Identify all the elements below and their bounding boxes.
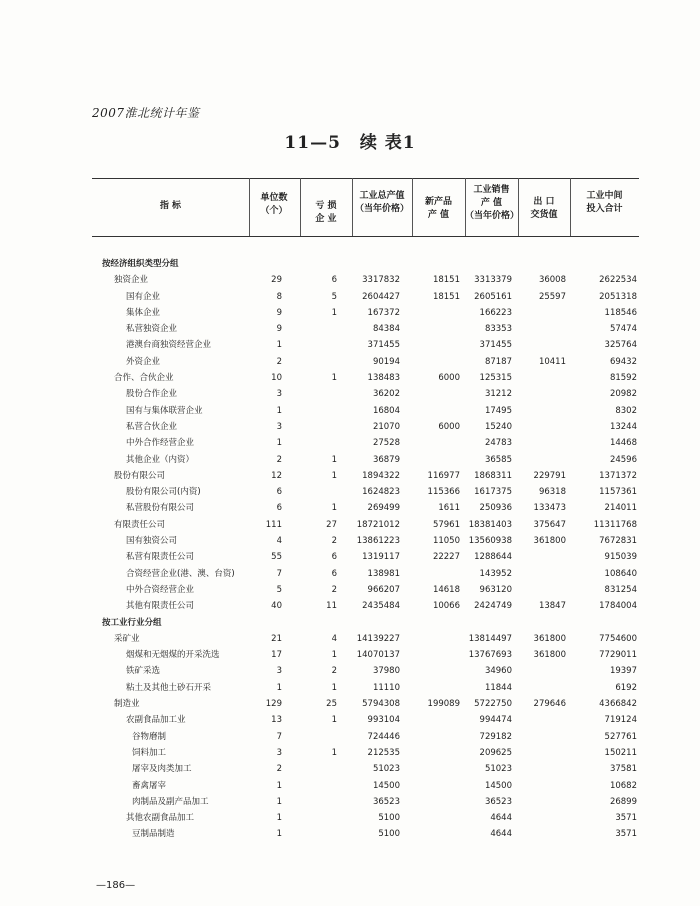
cell-sales-value: 1617375: [474, 487, 512, 498]
row-label: 私营独资企业: [126, 324, 178, 335]
header-top-rule: [92, 178, 639, 179]
cell-units: 40: [271, 601, 282, 612]
cell-sales-value: 36585: [484, 454, 512, 465]
header-export-line2: 交货值: [530, 210, 558, 220]
cell-loss-enterprises: 1: [331, 470, 337, 481]
cell-export: 375647: [533, 519, 566, 530]
cell-new-product: 18151: [432, 275, 460, 286]
cell-gross-output: 269499: [367, 503, 400, 514]
cell-units: 21: [271, 633, 282, 644]
cell-intermediate-input: 214011: [604, 503, 637, 514]
table-row: [92, 794, 639, 810]
row-label: 豆制品制造: [132, 829, 175, 840]
cell-intermediate-input: 4366842: [599, 699, 637, 710]
cell-sales-value: 143952: [479, 568, 512, 579]
row-label: 铁矿采选: [126, 666, 161, 677]
cell-sales-value: 994474: [479, 715, 512, 726]
row-label: 饲料加工: [132, 747, 167, 758]
cell-sales-value: 729182: [479, 731, 512, 742]
cell-export: 133473: [533, 503, 566, 514]
cell-sales-value: 963120: [479, 584, 512, 595]
row-label: 中外合作经营企业: [126, 438, 195, 449]
page-number: —186—: [96, 880, 136, 891]
cell-intermediate-input: 3571: [615, 829, 637, 840]
cell-intermediate-input: 108640: [604, 568, 637, 579]
table-row: [92, 696, 639, 712]
cell-units: 4: [276, 536, 282, 547]
cell-sales-value: 15240: [484, 421, 512, 432]
cell-intermediate-input: 7729011: [599, 650, 637, 661]
cell-gross-output: 27528: [372, 438, 400, 449]
header-new-product-line2: 产 值: [427, 210, 450, 220]
cell-intermediate-input: 7754600: [599, 633, 637, 644]
row-label: 按经济组织类型分组: [102, 259, 179, 269]
cell-export: 361800: [533, 650, 566, 661]
cell-intermediate-input: 69432: [609, 356, 637, 367]
header-sales-value: [465, 184, 518, 223]
cell-new-product: 115366: [427, 487, 460, 498]
row-label: 屠宰及肉类加工: [132, 764, 192, 775]
table-row: [92, 403, 639, 419]
cell-new-product: 116977: [427, 470, 460, 481]
cell-gross-output: 18721012: [356, 519, 400, 530]
table-row: [92, 468, 639, 484]
cell-gross-output: 14070137: [356, 650, 400, 661]
header-units: [249, 192, 299, 218]
cell-units: 2: [276, 356, 282, 367]
cell-intermediate-input: 81592: [609, 373, 637, 384]
cell-new-product: 11050: [432, 536, 460, 547]
cell-intermediate-input: 1371372: [599, 470, 637, 481]
cell-gross-output: 21070: [372, 421, 400, 432]
page-title: [0, 128, 700, 153]
yearbook-header: 2007淮北统计年鉴: [92, 106, 200, 120]
table-row: [92, 435, 639, 451]
cell-intermediate-input: 6192: [615, 682, 637, 693]
row-label: 中外合资经营企业: [126, 584, 195, 595]
table-row: [92, 761, 639, 777]
header-units-line2: （个）: [260, 206, 288, 216]
header-sales-line2: 产 值: [480, 198, 503, 208]
cell-intermediate-input: 150211: [604, 747, 637, 758]
cell-intermediate-input: 14468: [609, 438, 637, 449]
cell-gross-output: 1319117: [362, 552, 400, 563]
cell-units: 7: [276, 568, 282, 579]
cell-loss-enterprises: 1: [331, 373, 337, 384]
table-row: [92, 826, 639, 842]
cell-gross-output: 13861223: [356, 536, 400, 547]
table-row: [92, 305, 639, 321]
cell-sales-value: 250936: [479, 503, 512, 514]
cell-loss-enterprises: 6: [331, 552, 337, 563]
table-row: [92, 680, 639, 696]
cell-intermediate-input: 8302: [615, 405, 637, 416]
cell-gross-output: 51023: [372, 764, 400, 775]
header-export: [518, 196, 570, 222]
cell-export: 229791: [533, 470, 566, 481]
cell-units: 1: [276, 438, 282, 449]
table-row: [92, 582, 639, 598]
cell-units: 29: [271, 275, 282, 286]
cell-sales-value: 34960: [484, 666, 512, 677]
row-label: 私营有限责任公司: [126, 552, 195, 563]
table-row: [92, 631, 639, 647]
data-table-body: [92, 256, 639, 843]
cell-units: 10: [271, 373, 282, 384]
cell-gross-output: 138483: [367, 373, 400, 384]
row-label: 其他农副食品加工: [126, 813, 195, 824]
cell-sales-value: 83353: [484, 324, 512, 335]
cell-loss-enterprises: 11: [326, 601, 337, 612]
cell-intermediate-input: 57474: [609, 324, 637, 335]
cell-units: 129: [265, 699, 282, 710]
cell-intermediate-input: 2051318: [599, 291, 637, 302]
cell-gross-output: 1894322: [362, 470, 400, 481]
cell-gross-output: 966207: [367, 584, 400, 595]
cell-intermediate-input: 831254: [604, 584, 637, 595]
cell-intermediate-input: 37581: [609, 764, 637, 775]
cell-intermediate-input: 26899: [609, 796, 637, 807]
cell-sales-value: 1868311: [474, 470, 512, 481]
cell-gross-output: 84384: [372, 324, 400, 335]
cell-new-product: 57961: [432, 519, 460, 530]
cell-export: 96318: [538, 487, 566, 498]
header-bottom-rule: [92, 236, 639, 237]
cell-sales-value: 13560938: [468, 536, 512, 547]
cell-loss-enterprises: 2: [331, 666, 337, 677]
row-label: 国有与集体联营企业: [126, 405, 203, 416]
cell-sales-value: 5722750: [474, 699, 512, 710]
row-label: 烟煤和无烟煤的开采洗选: [126, 650, 220, 661]
cell-loss-enterprises: 2: [331, 536, 337, 547]
row-label: 其他有限责任公司: [126, 601, 195, 612]
row-label: 畜禽屠宰: [132, 780, 167, 791]
row-label: 按工业行业分组: [102, 617, 162, 628]
table-row: [92, 598, 639, 614]
cell-units: 1: [276, 829, 282, 840]
cell-sales-value: 11844: [484, 682, 512, 693]
cell-sales-value: 371455: [479, 340, 512, 351]
cell-new-product: 199089: [427, 699, 460, 710]
row-label: 股份有限公司(内资): [126, 487, 201, 498]
cell-export: 36008: [538, 275, 566, 286]
cell-sales-value: 13767693: [468, 650, 512, 661]
cell-loss-enterprises: 1: [331, 650, 337, 661]
header-input-line2: 投入合计: [586, 204, 623, 214]
header-gross-output-line1: 工业总产值: [359, 191, 405, 201]
row-label: 外资企业: [126, 356, 161, 367]
cell-intermediate-input: 1157361: [599, 487, 637, 498]
header-indicator: 指 标: [159, 201, 182, 211]
cell-intermediate-input: 11311768: [593, 519, 637, 530]
cell-gross-output: 2604427: [362, 291, 400, 302]
cell-export: 10411: [538, 356, 566, 367]
cell-gross-output: 90194: [372, 356, 400, 367]
header-export-line1: 出 口: [533, 197, 555, 207]
cell-units: 9: [276, 324, 282, 335]
cell-gross-output: 3317832: [362, 275, 400, 286]
cell-intermediate-input: 3571: [615, 813, 637, 824]
cell-export: 25597: [538, 291, 566, 302]
header-gross-output-line2: （当年价格）: [354, 204, 409, 214]
cell-units: 1: [276, 682, 282, 693]
cell-sales-value: 13814497: [468, 633, 512, 644]
table-row: [92, 517, 639, 533]
header-intermediate-input: [570, 190, 639, 216]
cell-units: 6: [276, 487, 282, 498]
table-row: [92, 484, 639, 500]
cell-units: 5: [276, 584, 282, 595]
header-sales-line1: 工业销售: [473, 185, 510, 195]
table-row: [92, 452, 639, 468]
cell-sales-value: 14500: [484, 780, 512, 791]
table-row: [92, 549, 639, 565]
row-label: 其他企业（内资）: [126, 454, 195, 465]
table-row: [92, 566, 639, 582]
table-row: [92, 778, 639, 794]
cell-intermediate-input: 325764: [604, 340, 637, 351]
cell-sales-value: 87187: [484, 356, 512, 367]
table-row: [92, 500, 639, 516]
cell-intermediate-input: 7672831: [599, 536, 637, 547]
cell-units: 3: [276, 421, 282, 432]
header-loss-enterprises: [300, 200, 352, 226]
cell-gross-output: 37980: [372, 666, 400, 677]
cell-gross-output: 993104: [367, 715, 400, 726]
cell-gross-output: 5100: [378, 813, 400, 824]
table-number: 11—5: [284, 133, 341, 153]
cell-units: 3: [276, 389, 282, 400]
cell-units: 12: [271, 470, 282, 481]
table-row: [92, 370, 639, 386]
cell-intermediate-input: 719124: [604, 715, 637, 726]
cell-units: 1: [276, 405, 282, 416]
row-label: 制造业: [114, 699, 140, 710]
cell-loss-enterprises: 6: [331, 568, 337, 579]
cell-intermediate-input: 10682: [609, 780, 637, 791]
cell-intermediate-input: 19397: [609, 666, 637, 677]
cell-intermediate-input: 2622534: [599, 275, 637, 286]
section-header-row: [92, 615, 639, 631]
cell-gross-output: 36523: [372, 796, 400, 807]
cell-units: 2: [276, 454, 282, 465]
table-row: [92, 810, 639, 826]
row-label: 国有企业: [126, 291, 161, 302]
cell-units: 1: [276, 340, 282, 351]
cell-units: 7: [276, 731, 282, 742]
cell-loss-enterprises: 1: [331, 715, 337, 726]
header-units-line1: 单位数: [260, 193, 288, 203]
cell-gross-output: 138981: [367, 568, 400, 579]
table-row: [92, 533, 639, 549]
cell-intermediate-input: 20982: [609, 389, 637, 400]
cell-new-product: 22227: [432, 552, 460, 563]
cell-new-product: 18151: [432, 291, 460, 302]
table-row: [92, 729, 639, 745]
header-gross-output: [352, 190, 412, 216]
cell-sales-value: 166223: [479, 307, 512, 318]
cell-export: 361800: [533, 633, 566, 644]
table-row: [92, 337, 639, 353]
row-label: 合作、合伙企业: [114, 373, 174, 384]
cell-new-product: 14618: [432, 584, 460, 595]
cell-units: 13: [271, 715, 282, 726]
table-row: [92, 419, 639, 435]
cell-units: 1: [276, 813, 282, 824]
cell-loss-enterprises: 1: [331, 454, 337, 465]
cell-units: 9: [276, 307, 282, 318]
table-row: [92, 386, 639, 402]
cell-units: 1: [276, 796, 282, 807]
cell-sales-value: 51023: [484, 764, 512, 775]
cell-loss-enterprises: 1: [331, 682, 337, 693]
cell-gross-output: 371455: [367, 340, 400, 351]
table-row: [92, 354, 639, 370]
row-label: 股份有限公司: [114, 470, 166, 481]
cell-sales-value: 4644: [490, 829, 512, 840]
cell-loss-enterprises: 2: [331, 584, 337, 595]
cell-units: 17: [271, 650, 282, 661]
cell-loss-enterprises: 4: [331, 633, 337, 644]
cell-units: 1: [276, 780, 282, 791]
cell-sales-value: 209625: [479, 747, 512, 758]
cell-export: 279646: [533, 699, 566, 710]
table-row: [92, 272, 639, 288]
cell-loss-enterprises: 5: [331, 291, 337, 302]
cell-sales-value: 125315: [479, 373, 512, 384]
table-row: [92, 647, 639, 663]
cell-units: 3: [276, 747, 282, 758]
row-label: 有限责任公司: [114, 519, 166, 530]
row-label: 采矿业: [114, 633, 140, 644]
header-input-line1: 工业中间: [586, 191, 623, 201]
cell-units: 2: [276, 764, 282, 775]
cell-intermediate-input: 13244: [609, 421, 637, 432]
cell-loss-enterprises: 1: [331, 503, 337, 514]
row-label: 私营合伙企业: [126, 421, 178, 432]
cell-gross-output: 36879: [372, 454, 400, 465]
row-label: 港澳台商独资经营企业: [126, 340, 212, 351]
cell-gross-output: 36202: [372, 389, 400, 400]
cell-new-product: 1611: [438, 503, 460, 514]
cell-sales-value: 36523: [484, 796, 512, 807]
header-loss-line1: 亏 损: [315, 201, 337, 211]
table-row: [92, 289, 639, 305]
row-label: 谷物磨制: [132, 731, 167, 742]
cell-gross-output: 2435484: [362, 601, 400, 612]
cell-new-product: 10066: [432, 601, 460, 612]
cell-loss-enterprises: 1: [331, 307, 337, 318]
cell-intermediate-input: 1784004: [599, 601, 637, 612]
cell-sales-value: 4644: [490, 813, 512, 824]
cell-intermediate-input: 24596: [609, 454, 637, 465]
cell-intermediate-input: 118546: [604, 307, 637, 318]
cell-gross-output: 5794308: [362, 699, 400, 710]
section-header-row: [92, 256, 639, 272]
cell-units: 55: [271, 552, 282, 563]
cell-gross-output: 16804: [372, 405, 400, 416]
cell-gross-output: 212535: [367, 747, 400, 758]
row-label: 国有独资公司: [126, 536, 178, 547]
cell-gross-output: 14139227: [356, 633, 400, 644]
header-new-product-line1: 新产品: [424, 197, 452, 207]
cell-units: 6: [276, 503, 282, 514]
cell-gross-output: 11110: [372, 682, 400, 693]
cell-sales-value: 18381403: [468, 519, 512, 530]
row-label: 独资企业: [114, 275, 149, 286]
cell-sales-value: 1288644: [474, 552, 512, 563]
cell-intermediate-input: 915039: [604, 552, 637, 563]
cell-loss-enterprises: 25: [326, 699, 337, 710]
row-label: 私营股份有限公司: [126, 503, 195, 514]
header-new-product: [412, 196, 465, 222]
cell-new-product: 6000: [438, 421, 460, 432]
cell-sales-value: 2605161: [474, 291, 512, 302]
row-label: 肉制品及副产品加工: [132, 796, 209, 807]
table-title: 续 表1: [359, 133, 416, 153]
cell-gross-output: 167372: [367, 307, 400, 318]
column-divider: [300, 178, 301, 236]
cell-gross-output: 1624823: [362, 487, 400, 498]
cell-loss-enterprises: 6: [331, 275, 337, 286]
cell-export: 13847: [538, 601, 566, 612]
cell-gross-output: 14500: [372, 780, 400, 791]
cell-units: 8: [276, 291, 282, 302]
cell-gross-output: 724446: [367, 731, 400, 742]
cell-intermediate-input: 527761: [604, 731, 637, 742]
cell-sales-value: 17495: [484, 405, 512, 416]
row-label: 股份合作企业: [126, 389, 178, 400]
cell-new-product: 6000: [438, 373, 460, 384]
header-loss-line2: 企 业: [315, 214, 337, 224]
cell-units: 3: [276, 666, 282, 677]
cell-sales-value: 24783: [484, 438, 512, 449]
cell-units: 111: [265, 519, 282, 530]
cell-loss-enterprises: 1: [331, 747, 337, 758]
cell-gross-output: 5100: [378, 829, 400, 840]
row-label: 农副食品加工业: [126, 715, 186, 726]
table-row: [92, 663, 639, 679]
cell-sales-value: 3313379: [474, 275, 512, 286]
cell-export: 361800: [533, 536, 566, 547]
table-row: [92, 712, 639, 728]
header-sales-line3: （当年价格）: [465, 211, 520, 221]
table-row: [92, 745, 639, 761]
cell-sales-value: 31212: [484, 389, 512, 400]
cell-loss-enterprises: 27: [326, 519, 337, 530]
table-row: [92, 321, 639, 337]
row-label: 集体企业: [126, 307, 161, 318]
row-label: 合资经营企业(港、澳、台资): [126, 568, 235, 579]
cell-sales-value: 2424749: [474, 601, 512, 612]
row-label: 粘土及其他土砂石开采: [126, 682, 212, 693]
